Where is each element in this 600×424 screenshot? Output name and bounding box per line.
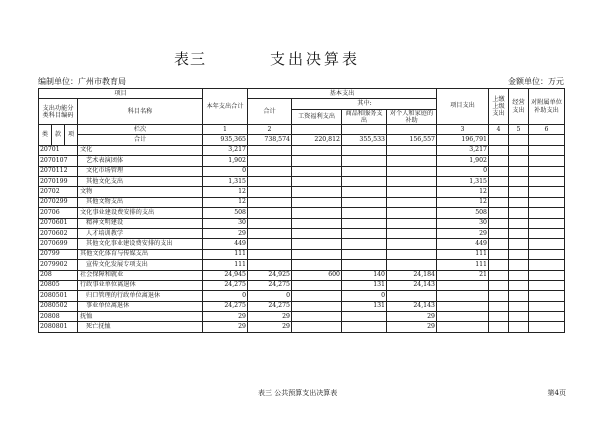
row-name: 人才培训教学 [78, 228, 203, 238]
row-value: 131 [342, 280, 387, 290]
row-value [509, 218, 529, 228]
row-value: 0 [203, 291, 248, 301]
row-value [509, 187, 529, 197]
row-value [292, 312, 342, 322]
row-value: 30 [437, 218, 489, 228]
row-value [342, 260, 387, 270]
row-value [489, 208, 509, 218]
row-value [342, 208, 387, 218]
row-code: 208 [39, 270, 78, 280]
col-num-3: 3 [437, 125, 489, 135]
header-upper: 上缴上级支出 [489, 89, 509, 125]
table-number: 表三 [174, 50, 207, 68]
header-kuan: 款 [52, 125, 65, 146]
row-value: 140 [342, 270, 387, 280]
row-value [489, 322, 509, 332]
row-value [248, 176, 292, 186]
row-value [489, 156, 509, 166]
row-value [529, 270, 565, 280]
footer [0, 388, 600, 400]
row-value [489, 312, 509, 322]
row-value [387, 208, 437, 218]
row-value: 24,925 [248, 270, 292, 280]
row-value [529, 301, 565, 311]
col-num-individuals [387, 125, 437, 135]
row-value [437, 291, 489, 301]
row-value [529, 208, 565, 218]
row-value: 29 [387, 312, 437, 322]
row-value [489, 187, 509, 197]
row-value: 1,902 [203, 156, 248, 166]
row-value [248, 260, 292, 270]
header-item-name: 科目名称 [78, 99, 203, 125]
row-value [248, 208, 292, 218]
row-value [248, 218, 292, 228]
row-value: 29 [248, 312, 292, 322]
row-value [509, 260, 529, 270]
row-value [387, 197, 437, 207]
header-business: 经营支出 [509, 89, 529, 125]
row-value [387, 291, 437, 301]
table-row [39, 197, 565, 207]
col-num-2: 2 [248, 125, 292, 135]
row-value: 508 [437, 208, 489, 218]
row-code: 2080501 [39, 291, 78, 301]
row-value: 24,275 [203, 280, 248, 290]
row-name: 精神文明建设 [78, 218, 203, 228]
row-value: 12 [203, 197, 248, 207]
row-value [292, 208, 342, 218]
row-value: 111 [437, 249, 489, 259]
row-name: 其他文化体育与传媒支出 [78, 249, 203, 259]
row-value [342, 218, 387, 228]
row-value [509, 176, 529, 186]
row-value [292, 291, 342, 301]
row-code: 2070601 [39, 218, 78, 228]
row-value [529, 218, 565, 228]
row-name: 其他文化事业建设费安排的支出 [78, 239, 203, 249]
row-value: 12 [437, 187, 489, 197]
row-value [248, 166, 292, 176]
row-value [509, 291, 529, 301]
row-value: 29 [203, 228, 248, 238]
row-value: 29 [203, 322, 248, 332]
row-value: 24,275 [248, 280, 292, 290]
row-value [509, 145, 529, 155]
row-name: 抚恤 [78, 312, 203, 322]
row-value: 24,275 [203, 301, 248, 311]
amount-unit: 金额单位：万元 [508, 77, 564, 86]
row-value [529, 228, 565, 238]
table-row [39, 249, 565, 259]
row-value: 24,275 [248, 301, 292, 311]
heji-upper [489, 135, 509, 145]
row-value [342, 197, 387, 207]
row-value [387, 166, 437, 176]
row-value [292, 301, 342, 311]
row-value [509, 208, 529, 218]
row-code: 20702 [39, 187, 78, 197]
heji-project: 196,791 [437, 135, 489, 145]
table-row [39, 291, 565, 301]
row-code: 2070112 [39, 166, 78, 176]
row-value: 0 [437, 166, 489, 176]
row-value [529, 166, 565, 176]
row-value [529, 291, 565, 301]
row-code: 2070602 [39, 228, 78, 238]
row-value [342, 239, 387, 249]
table-row [39, 145, 565, 155]
row-value: 29 [248, 322, 292, 332]
row-value [489, 280, 509, 290]
header-individuals: 对个人和家庭的补助 [387, 109, 437, 124]
row-value: 12 [203, 187, 248, 197]
row-value: 29 [203, 312, 248, 322]
row-name: 事业单位离退休 [78, 301, 203, 311]
header-xiang: 项 [65, 125, 78, 146]
row-value [489, 239, 509, 249]
row-value: 1,315 [203, 176, 248, 186]
row-name: 宣传文化发展专项支出 [78, 260, 203, 270]
row-value [292, 218, 342, 228]
row-value: 24,184 [387, 270, 437, 280]
row-code: 20701 [39, 145, 78, 155]
row-code: 2070699 [39, 239, 78, 249]
row-value: 30 [203, 218, 248, 228]
row-value: 111 [203, 260, 248, 270]
row-value [509, 228, 529, 238]
row-value: 12 [437, 197, 489, 207]
table-row [39, 260, 565, 270]
table-row [39, 218, 565, 228]
row-value [342, 166, 387, 176]
row-code: 2080801 [39, 322, 78, 332]
row-name: 其他文化支出 [78, 176, 203, 186]
row-value [489, 176, 509, 186]
row-value [387, 260, 437, 270]
row-value [342, 228, 387, 238]
row-name: 文化事业建设费安排的支出 [78, 208, 203, 218]
row-value [489, 249, 509, 259]
row-value [437, 301, 489, 311]
header-wages: 工资福利支出 [292, 109, 342, 124]
row-value [509, 249, 529, 259]
row-value [248, 249, 292, 259]
row-value: 24,945 [203, 270, 248, 280]
row-value [529, 322, 565, 332]
row-name: 归口管理的行政单位离退休 [78, 291, 203, 301]
row-value: 29 [437, 228, 489, 238]
row-value [292, 166, 342, 176]
row-value: 1,902 [437, 156, 489, 166]
row-value [248, 156, 292, 166]
row-value [292, 228, 342, 238]
row-value [437, 280, 489, 290]
row-value [529, 156, 565, 166]
row-value [248, 197, 292, 207]
header-lanci: 栏次 [78, 125, 203, 135]
row-value: 449 [437, 239, 489, 249]
row-value [292, 176, 342, 186]
row-value [248, 239, 292, 249]
heji-individuals: 156,557 [387, 135, 437, 145]
col-num-4: 4 [489, 125, 509, 135]
row-value: 111 [437, 260, 489, 270]
row-name: 艺术表演团体 [78, 156, 203, 166]
table-row [39, 187, 565, 197]
row-value [489, 166, 509, 176]
table-row [39, 280, 565, 290]
row-value: 0 [342, 291, 387, 301]
row-value [248, 228, 292, 238]
row-value [489, 260, 509, 270]
row-value [509, 312, 529, 322]
row-value [529, 145, 565, 155]
row-value [489, 218, 509, 228]
row-value [489, 270, 509, 280]
row-value [292, 187, 342, 197]
row-value: 24,143 [387, 280, 437, 290]
row-value [292, 239, 342, 249]
row-value [529, 187, 565, 197]
row-value [509, 270, 529, 280]
row-code: 20706 [39, 208, 78, 218]
table-body [39, 145, 565, 332]
row-value [292, 145, 342, 155]
header-total: 合计 [248, 99, 292, 125]
row-value [509, 322, 529, 332]
row-value [292, 322, 342, 332]
heji-basic-total: 738,574 [248, 135, 292, 145]
col-num-1: 1 [203, 125, 248, 135]
row-value [387, 156, 437, 166]
heji-wages: 220,812 [292, 135, 342, 145]
row-code: 20808 [39, 312, 78, 322]
col-num-5: 5 [509, 125, 529, 135]
row-code: 2080502 [39, 301, 78, 311]
row-value [387, 145, 437, 155]
row-value [387, 249, 437, 259]
row-value [292, 156, 342, 166]
table-row [39, 208, 565, 218]
header-subsidy: 对附属单位补助支出 [529, 89, 565, 125]
heji-business [509, 135, 529, 145]
header-basic: 基本支出 [248, 89, 437, 99]
row-value [489, 228, 509, 238]
row-code: 20799 [39, 249, 78, 259]
row-value [529, 249, 565, 259]
expenditure-table [38, 88, 565, 333]
row-value [248, 187, 292, 197]
row-name: 文化 [78, 145, 203, 155]
row-value [387, 176, 437, 186]
header-annual-total: 本年支出合计 [203, 89, 248, 125]
col-num-wages [292, 125, 342, 135]
table-row [39, 166, 565, 176]
row-value [509, 301, 529, 311]
row-value [387, 228, 437, 238]
row-value: 0 [203, 166, 248, 176]
table-row [39, 312, 565, 322]
col-num-goods [342, 125, 387, 135]
row-value: 600 [292, 270, 342, 280]
row-value [248, 145, 292, 155]
meta-row [38, 76, 564, 88]
row-value [292, 280, 342, 290]
row-name: 社会保障和就业 [78, 270, 203, 280]
row-value [509, 280, 529, 290]
row-name: 死亡抚恤 [78, 322, 203, 332]
row-value [387, 218, 437, 228]
row-value: 3,217 [203, 145, 248, 155]
row-code: 2079902 [39, 260, 78, 270]
table-row [39, 239, 565, 249]
table-row [39, 301, 565, 311]
header-heji: 合计 [78, 135, 203, 145]
row-value [509, 166, 529, 176]
row-value [529, 260, 565, 270]
heji-annual: 935,365 [203, 135, 248, 145]
footer-caption: 表三 公共预算支出决算表 [258, 389, 338, 397]
row-value: 449 [203, 239, 248, 249]
table-row [39, 156, 565, 166]
title-row [0, 48, 600, 68]
row-value: 29 [387, 322, 437, 332]
row-value [509, 156, 529, 166]
row-code: 2070299 [39, 197, 78, 207]
table-row [39, 228, 565, 238]
header-project-exp: 项目支出 [437, 89, 489, 125]
row-value [292, 249, 342, 259]
row-value [489, 145, 509, 155]
row-value [292, 197, 342, 207]
row-value [387, 239, 437, 249]
heji-subsidy [529, 135, 565, 145]
row-value [529, 280, 565, 290]
row-value [292, 260, 342, 270]
row-name: 文化市场管理 [78, 166, 203, 176]
row-value [529, 312, 565, 322]
heji-goods: 355,533 [342, 135, 387, 145]
header-goods: 商品和服务支出 [342, 109, 387, 124]
page-number: 第4页 [547, 389, 566, 397]
row-value: 1,315 [437, 176, 489, 186]
row-value: 24,143 [387, 301, 437, 311]
table-row [39, 176, 565, 186]
col-num-6: 6 [529, 125, 565, 135]
page-title: 支出决算表 [270, 50, 361, 68]
row-value [509, 197, 529, 207]
row-code: 2070107 [39, 156, 78, 166]
row-value [437, 322, 489, 332]
row-value: 508 [203, 208, 248, 218]
row-value [529, 176, 565, 186]
row-value [529, 239, 565, 249]
row-value: 3,217 [437, 145, 489, 155]
row-value [489, 291, 509, 301]
row-value [342, 312, 387, 322]
header-of-which: 其中: [292, 99, 437, 109]
row-value [342, 187, 387, 197]
header-func-code: 支出功能分类科目编码 [39, 99, 78, 125]
row-code: 2070199 [39, 176, 78, 186]
row-value [342, 322, 387, 332]
row-value [342, 156, 387, 166]
row-value [489, 197, 509, 207]
row-value: 131 [342, 301, 387, 311]
row-value: 21 [437, 270, 489, 280]
table-row [39, 270, 565, 280]
row-name: 行政事业单位离退休 [78, 280, 203, 290]
row-value [529, 197, 565, 207]
row-value [342, 176, 387, 186]
row-value: 0 [248, 291, 292, 301]
row-code: 20805 [39, 280, 78, 290]
row-value: 111 [203, 249, 248, 259]
row-value [387, 187, 437, 197]
row-name: 其他文物支出 [78, 197, 203, 207]
row-value [509, 239, 529, 249]
header-lei: 类 [39, 125, 52, 146]
row-value [489, 301, 509, 311]
row-name: 文物 [78, 187, 203, 197]
row-value [342, 249, 387, 259]
unit-label: 编制单位：广州市教育局 [38, 77, 126, 86]
row-value [437, 312, 489, 322]
table-row [39, 322, 565, 332]
header-project: 项目 [39, 89, 203, 99]
row-value [342, 145, 387, 155]
